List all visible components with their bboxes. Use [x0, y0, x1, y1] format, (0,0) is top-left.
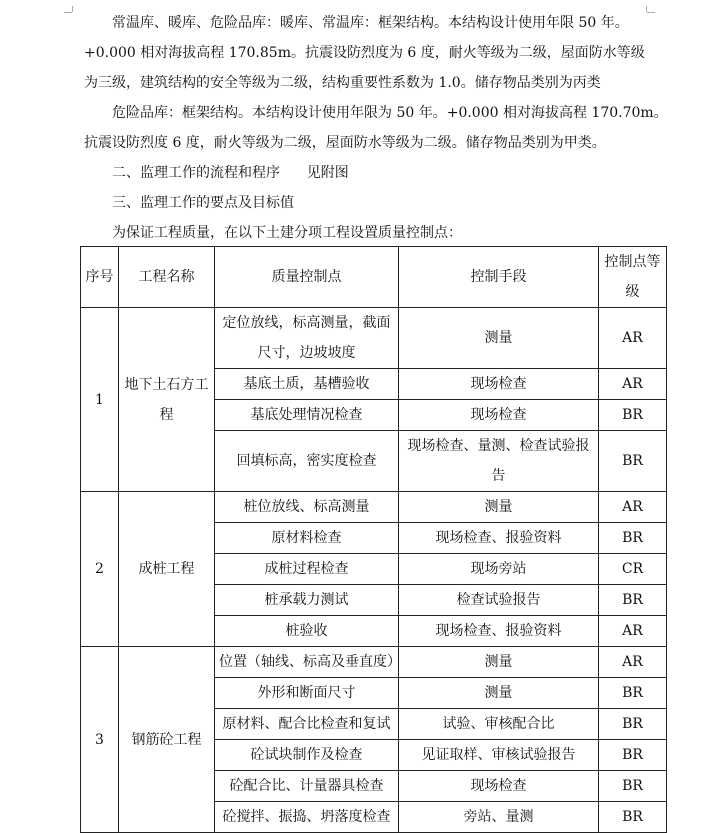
- cell-control-means: 现场检查、量测、检查试验报告: [399, 431, 599, 492]
- cell-control-level: AR: [599, 369, 667, 400]
- crop-mark-left: [72, 6, 73, 12]
- cell-control-point: 定位放线，标高测量，截面尺寸，边坡坡度: [215, 308, 399, 369]
- cell-control-means: 测量: [399, 308, 599, 369]
- cell-project-name: 钢筋砼工程: [119, 647, 215, 833]
- cell-control-level: BR: [599, 771, 667, 802]
- cell-control-point: 桩验收: [215, 616, 399, 647]
- paragraph-line-3: 为三级，建筑结构的安全等级为二级，结构重要性系数为 1.0。储存物品类别为丙类: [84, 75, 601, 91]
- cell-control-means: 现场检查: [399, 771, 599, 802]
- cell-control-means: 测量: [399, 678, 599, 709]
- cell-control-level: AR: [599, 308, 667, 369]
- cell-control-point: 成桩过程检查: [215, 554, 399, 585]
- cell-group-no: 2: [81, 492, 119, 647]
- cell-control-level: AR: [599, 492, 667, 523]
- cell-control-means: 试验、审核配合比: [399, 709, 599, 740]
- cell-control-level: AR: [599, 647, 667, 678]
- paragraph-intro: 为保证工程质量，在以下土建分项工程设置质量控制点：: [112, 225, 462, 241]
- header-point: 质量控制点: [215, 247, 399, 308]
- cell-control-level: CR: [599, 554, 667, 585]
- cell-control-means: 检查试验报告: [399, 585, 599, 616]
- cell-control-level: BR: [599, 523, 667, 554]
- paragraph-line-1: 常温库、暖库、危险品库：暖库、常温库：框架结构。本结构设计使用年限 50 年。: [112, 15, 629, 31]
- section-heading-2: 二、监理工作的流程和程序 见附图: [112, 165, 349, 181]
- cell-control-means: 现场检查: [399, 369, 599, 400]
- cell-control-point: 桩承载力测试: [215, 585, 399, 616]
- paragraph-line-2: +0.000 相对海拔高程 170.85m。抗震设防烈度为 6 度，耐火等级为二级，屋面防水等级: [84, 45, 645, 61]
- cell-control-means: 旁站、量测: [399, 802, 599, 833]
- cell-control-point: 砼试块制作及检查: [215, 740, 399, 771]
- cell-group-no: 1: [81, 308, 119, 492]
- cell-control-level: BR: [599, 709, 667, 740]
- cell-control-point: 原材料、配合比检查和复试: [215, 709, 399, 740]
- cell-control-point: 位置（轴线、标高及垂直度）: [215, 647, 399, 678]
- cell-control-point: 原材料检查: [215, 523, 399, 554]
- header-project: 工程名称: [119, 247, 215, 308]
- header-means: 控制手段: [399, 247, 599, 308]
- cell-control-level: BR: [599, 740, 667, 771]
- paragraph-line-4: 危险品库：框架结构。本结构设计使用年限为 50 年。+0.000 相对海拔高程 170.70m。: [112, 105, 668, 121]
- cell-control-point: 砼搅拌、振捣、坍落度检查: [215, 802, 399, 833]
- cell-control-point: 桩位放线、标高测量: [215, 492, 399, 523]
- cell-control-level: BR: [599, 585, 667, 616]
- cell-control-level: BR: [599, 802, 667, 833]
- cell-control-level: BR: [599, 678, 667, 709]
- cell-control-means: 测量: [399, 492, 599, 523]
- cell-project-name: 成桩工程: [119, 492, 215, 647]
- header-no: 序号: [81, 247, 119, 308]
- table-header-row: [81, 247, 667, 308]
- table-row: [81, 308, 667, 369]
- cell-control-means: 现场检查、报验资料: [399, 523, 599, 554]
- table-row: [81, 492, 667, 523]
- cell-control-level: AR: [599, 616, 667, 647]
- cell-control-level: BR: [599, 431, 667, 492]
- section-heading-3: 三、监理工作的要点及目标值: [112, 195, 294, 211]
- cell-control-point: 砼配合比、计量器具检查: [215, 771, 399, 802]
- cell-control-means: 见证取样、审核试验报告: [399, 740, 599, 771]
- cell-control-point: 基底处理情况检查: [215, 400, 399, 431]
- table-row: [81, 647, 667, 678]
- cell-control-means: 现场检查: [399, 400, 599, 431]
- header-level: 控制点等级: [599, 247, 667, 308]
- cell-project-name: 地下土石方工程: [119, 308, 215, 492]
- cell-control-means: 现场旁站: [399, 554, 599, 585]
- cell-control-means: 现场检查、报验资料: [399, 616, 599, 647]
- quality-control-table: [80, 246, 667, 833]
- cell-control-level: BR: [599, 400, 667, 431]
- cell-control-point: 回填标高，密实度检查: [215, 431, 399, 492]
- cell-control-means: 测量: [399, 647, 599, 678]
- cell-control-point: 外形和断面尺寸: [215, 678, 399, 709]
- paragraph-line-5: 抗震设防烈度 6 度，耐火等级为二级，屋面防水等级为二级。储存物品类别为甲类。: [84, 135, 606, 151]
- cell-control-point: 基底土质，基槽验收: [215, 369, 399, 400]
- cell-group-no: 3: [81, 647, 119, 833]
